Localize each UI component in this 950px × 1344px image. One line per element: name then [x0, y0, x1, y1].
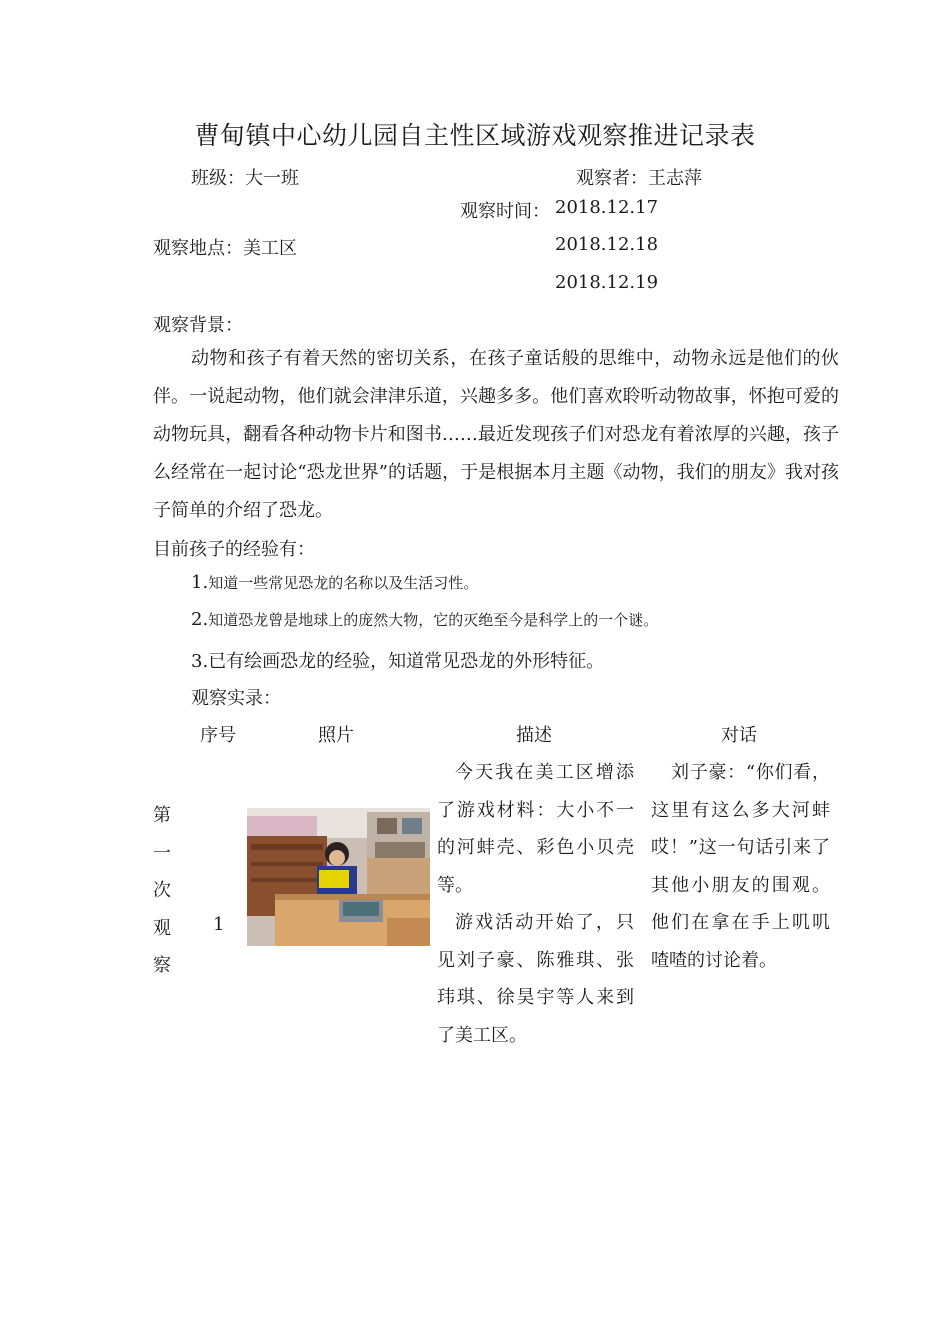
- experience-item-text: 知道恐龙曾是地球上的庞然大物，它的灭绝至今是科学上的一个谜。: [208, 611, 659, 629]
- observation-location-label: 观察地点：美工区: [153, 238, 297, 259]
- observation-date-1: 2018.12.17: [555, 197, 659, 218]
- column-header-dialogue: 对话: [721, 725, 757, 746]
- background-paragraph: 动物和孩子有着天然的密切关系，在孩子童话般的思维中，动物永远是他们的伙伴。一说起动物，他们就会津津乐道，兴趣多多。他们喜欢聆听动物故事，怀抱可爱的动物玩具，翻看各种动物卡片和图书……最近发现孩子们对恐龙有着浓厚的兴趣，孩子么经常在一起讨论“恐龙世界”的话题，于是根据本月主题《动物，我们的朋友》我对孩子简单的介绍了恐龙。: [153, 348, 839, 521]
- experience-item-number: 1.: [191, 572, 209, 593]
- description-paragraph-2: 游戏活动开始了，只见刘子豪、陈雅琪、张玮琪、徐昊宇等人来到了美工区。: [437, 912, 634, 1046]
- experience-item: [191, 647, 604, 673]
- observation-date-3: 2018.12.19: [555, 272, 659, 293]
- experience-item-number: 3.: [191, 651, 209, 672]
- experience-item-text: 知道一些常见恐龙的名称以及生活习性。: [208, 574, 479, 592]
- experience-item-number: 2.: [191, 609, 209, 630]
- observation-time-label: 观察时间：: [460, 201, 550, 222]
- column-header-photo: 照片: [318, 725, 354, 746]
- observation-date-2: 2018.12.18: [555, 234, 659, 255]
- column-header-number: 序号: [200, 725, 236, 746]
- experience-heading: 目前孩子的经验有：: [153, 539, 315, 560]
- page-title: 曹甸镇中心幼儿园自主性区域游戏观察推进记录表: [194, 121, 756, 150]
- experience-item-text: 已有绘画恐龙的经验，知道常见恐龙的外形特征。: [208, 651, 605, 672]
- background-heading: 观察背景：: [153, 315, 243, 336]
- column-header-description: 描述: [516, 725, 552, 746]
- session-label: 第一次观察: [153, 805, 171, 976]
- observer-label: 观察者：王志萍: [576, 168, 702, 189]
- observation-photo: [247, 808, 430, 946]
- record-heading: 观察实录：: [191, 688, 281, 709]
- description-paragraph-1: 今天我在美工区增添了游戏材料：大小不一的河蚌壳、彩色小贝壳等。: [437, 762, 634, 896]
- class-label: 班级：大一班: [191, 168, 299, 189]
- experience-item: [191, 572, 478, 593]
- dialogue-paragraph: 刘子豪：“你们看，这里有这么多大河蚌哎！”这一句话引来了其他小朋友的围观。他们在拿在手上叽叽喳喳的讨论着。: [651, 762, 830, 971]
- row-number: 1: [213, 914, 225, 935]
- experience-item: [191, 609, 658, 630]
